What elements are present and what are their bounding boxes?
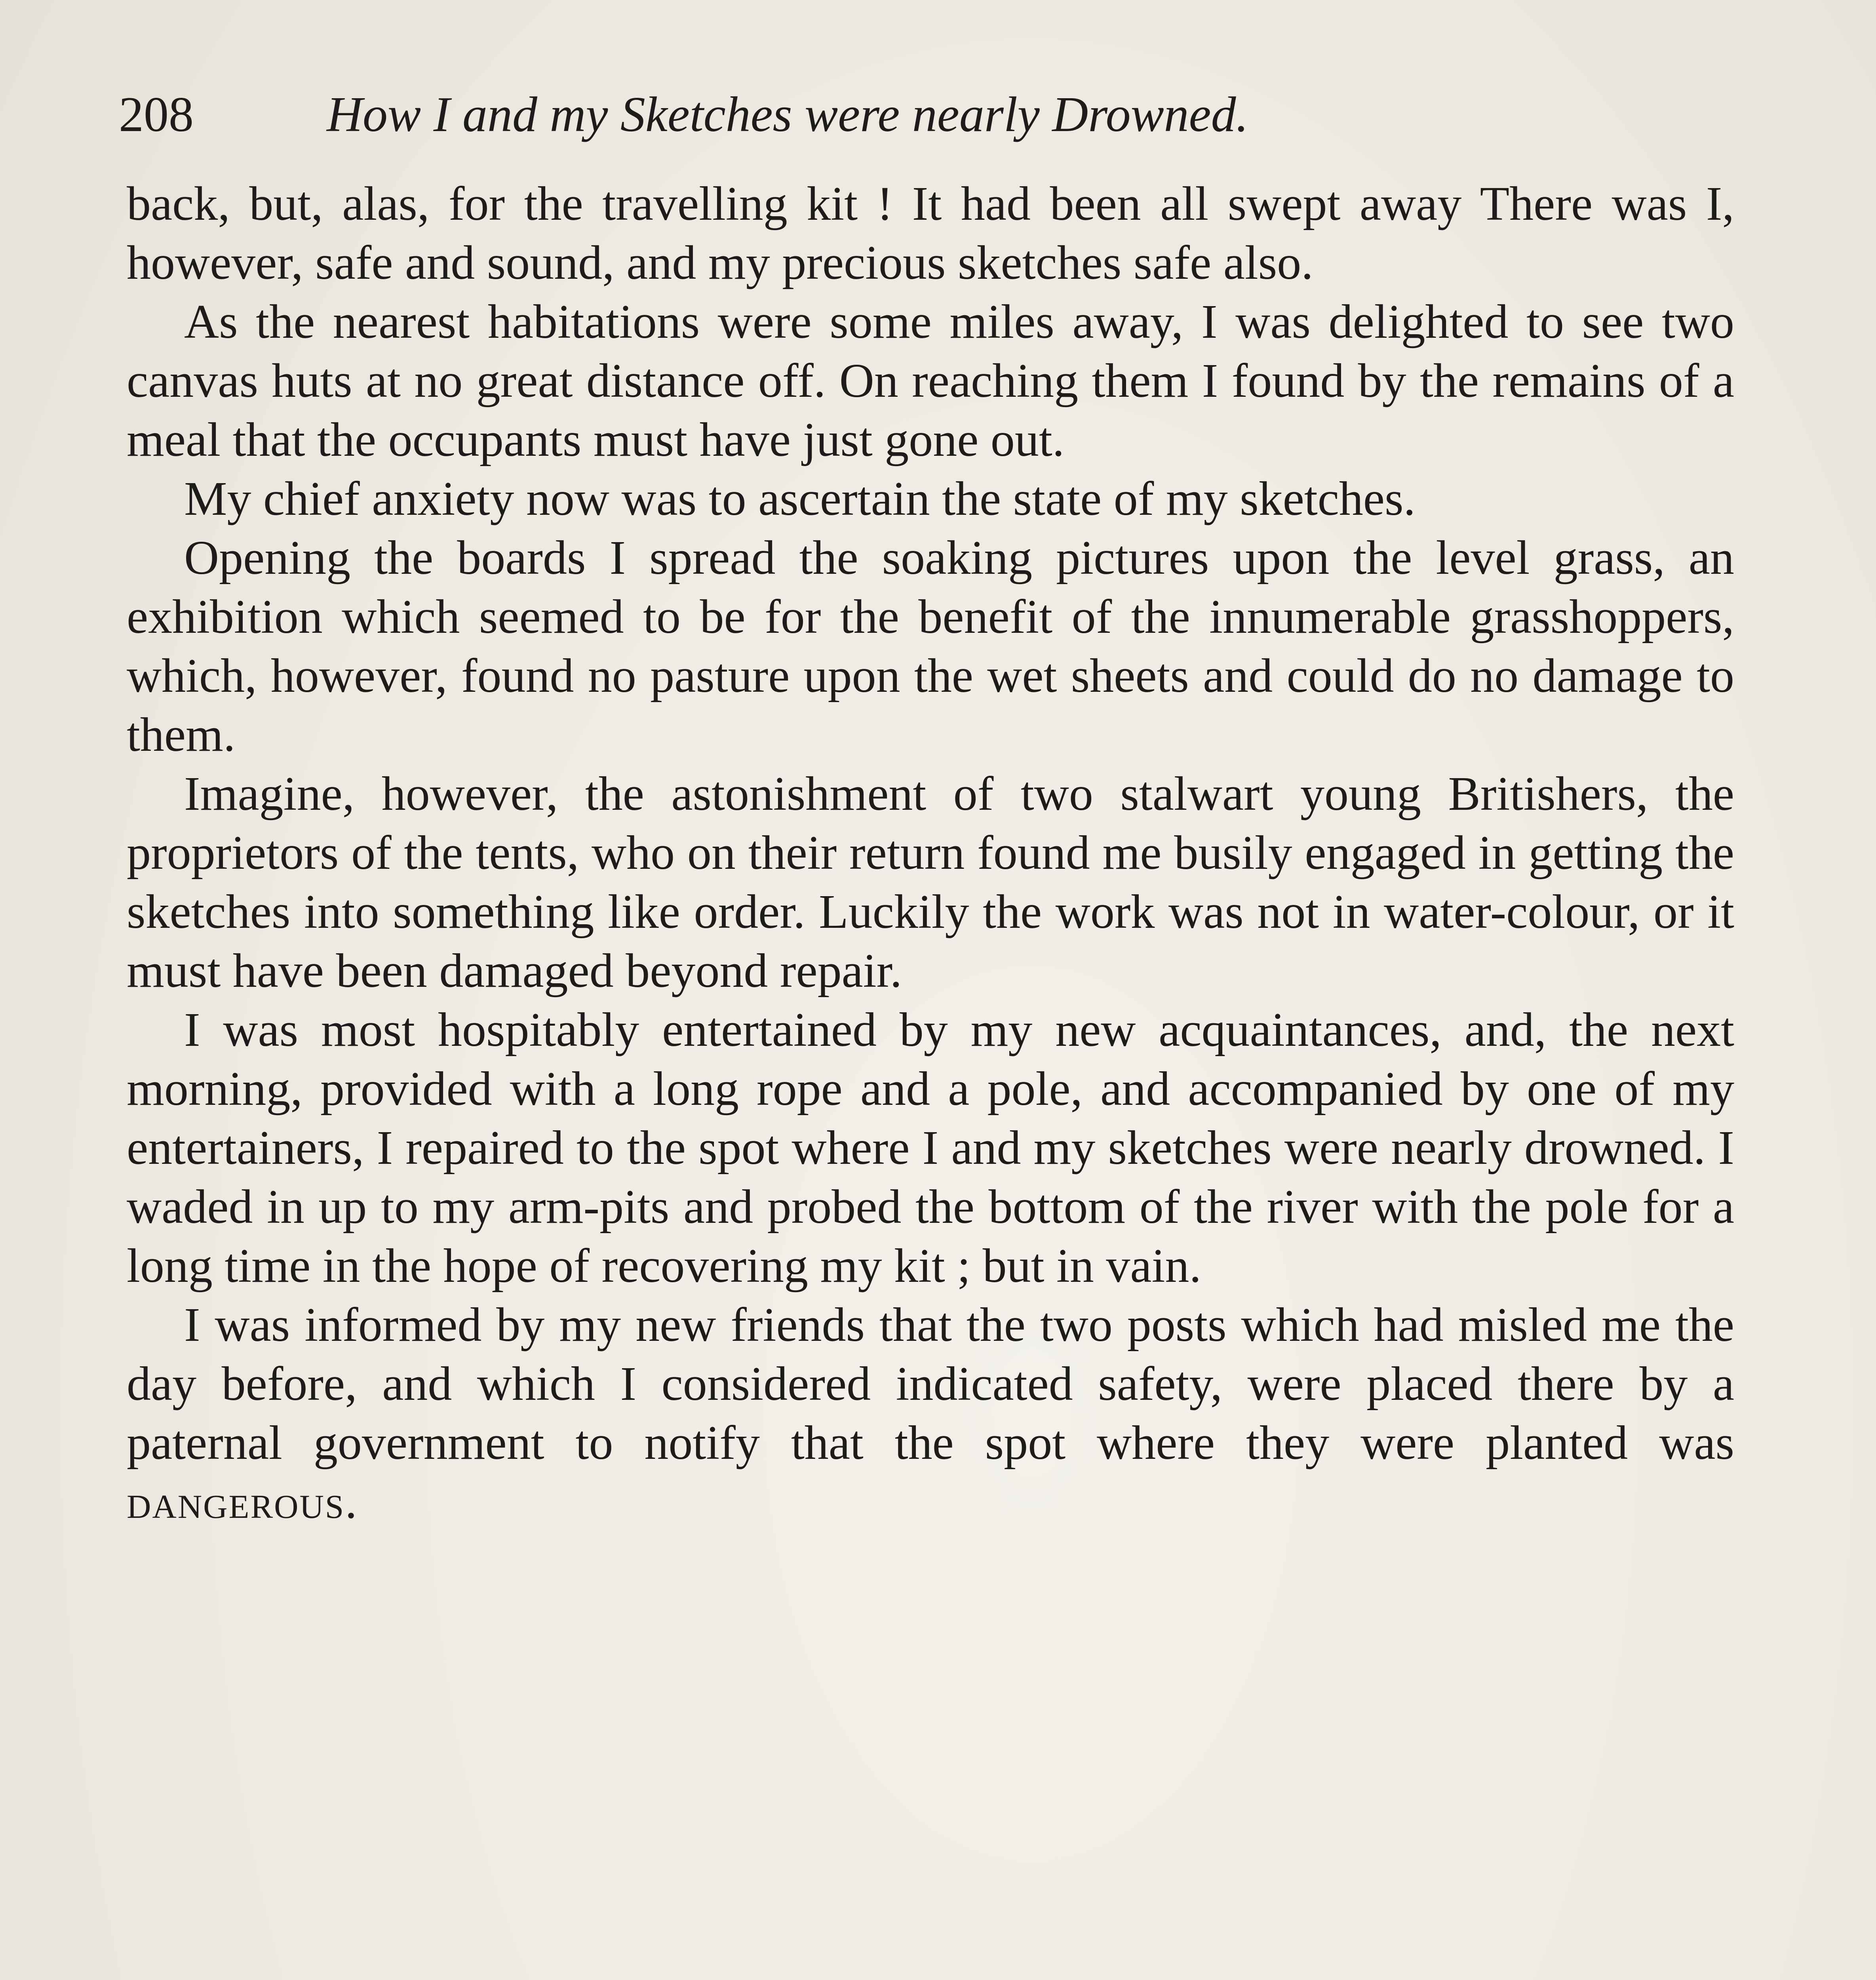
paragraph-3: My chief anxiety now was to ascertain the state of my sketches. [184, 472, 1416, 525]
running-title: How I and my Sketches were nearly Drowned. [327, 87, 1249, 142]
paragraph-6: I was most hospitably entertained by my new acquaintances, and, the next morning, provided with a long rope and a pole, and accompanied by one of my entertainers, I repaired to the spot where I and my sketches were nearly drowned. I waded in up to my arm-pits and probed the bottom of the river with the pole for a long time in the hope of recovering my kit ; but in vain. [127, 1003, 1734, 1293]
page-header [119, 83, 1584, 147]
body-text [127, 174, 1734, 1531]
paragraph-4: Opening the boards I spread the soaking pictures upon the level grass, an exhibition which seemed to be for the benefit of the innumerable grasshoppers, which, however, found no pasture upon the wet sheets and could do no damage to them. [127, 531, 1734, 762]
paragraph-1: back, but, alas, for the travelling kit ! It had been all swept away There was I, however, safe and sound, and my precious sketches safe also. [127, 177, 1734, 289]
page-number: 208 [119, 87, 194, 142]
paragraph-7 [127, 1295, 1734, 1531]
paragraph-5: Imagine, however, the astonishment of two stalwart young Britishers, the proprietors of the tents, who on their return found me busily engaged in getting the sketches into something like order. Luckily the work was not in water-colour, or it must have been damaged beyond repair. [127, 767, 1734, 998]
dangerous-emphasis: dangerous. [127, 1475, 358, 1529]
paragraph-7-text: I was informed by my new friends that the two posts which had misled me the day before, and which I considered indicated safety, were placed there by a paternal government to notify that the spot where they were planted was [127, 1298, 1734, 1470]
paragraph-2: As the nearest habitations were some miles away, I was delighted to see two canvas huts at no great distance off. On reaching them I found by the remains of a meal that the occupants must have just gone out. [127, 295, 1734, 466]
